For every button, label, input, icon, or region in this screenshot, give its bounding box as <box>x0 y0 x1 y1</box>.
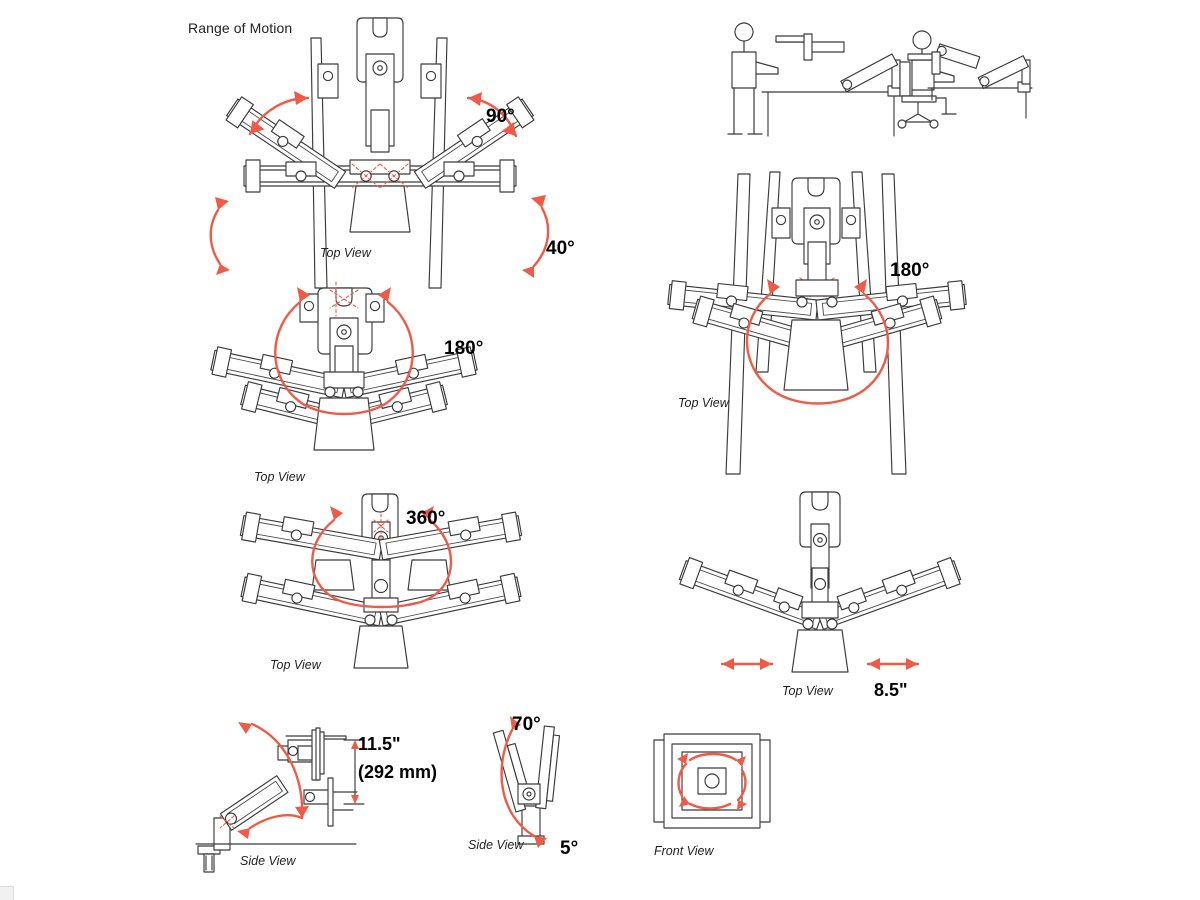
pan-top-view-diagram <box>190 14 590 304</box>
pan-arrow-lower-left <box>211 197 230 275</box>
extension-arrow-right <box>868 658 918 670</box>
pan-180-top-view-diagram <box>650 160 980 480</box>
rotate-180-top-view-diagram <box>196 272 576 492</box>
label-pan-40: 40° <box>546 238 575 259</box>
rotate-360-drawing <box>200 486 560 676</box>
page-title: Range of Motion <box>188 20 293 36</box>
label-tilt-up: 70° <box>512 714 541 735</box>
view-label-tilt-side: Side View <box>468 838 524 852</box>
tilt-side-view-diagram <box>468 710 602 860</box>
label-height-mm: (292 mm) <box>358 762 438 782</box>
lift-side-view-diagram <box>192 706 438 876</box>
rotation-front-drawing <box>650 726 774 836</box>
rotation-front-view-diagram <box>650 726 774 858</box>
view-label-front: Front View <box>654 844 714 858</box>
pan-top-view-drawing <box>190 14 590 304</box>
extension-arrow-left <box>722 658 772 670</box>
label-pan-180-right: 180° <box>890 260 930 281</box>
sit-stand-drawing <box>718 18 1038 148</box>
view-label-pan-180: Top View <box>678 396 729 410</box>
rotate-360-top-view-diagram <box>200 486 560 676</box>
extension-top-view-diagram <box>660 488 980 700</box>
label-tilt-down: 5° <box>560 838 579 859</box>
label-height-inches: 11.5" <box>358 734 401 754</box>
standing-person <box>728 23 778 134</box>
view-label-rotate-360: Top View <box>270 658 321 672</box>
view-label-extension: Top View <box>782 684 833 698</box>
label-rotate-180-left: 180° <box>444 338 484 359</box>
sit-stand-figures-diagram <box>718 18 1038 148</box>
rotate-180-drawing <box>196 272 576 492</box>
label-pan-90: 90° <box>486 106 515 127</box>
extension-drawing <box>660 488 980 688</box>
label-rotate-360: 360° <box>406 508 446 529</box>
view-label-lift-side: Side View <box>240 854 296 868</box>
seated-person <box>898 31 956 128</box>
pan-180-drawing <box>650 160 980 480</box>
view-label-rotate-180: Top View <box>254 470 305 484</box>
scrollbar-corner[interactable] <box>0 886 14 900</box>
pan-arrow-lower-right <box>522 195 548 278</box>
view-label-pan-top: Top View <box>320 246 371 260</box>
lift-side-drawing <box>192 706 382 876</box>
label-extension: 8.5" <box>874 680 908 700</box>
